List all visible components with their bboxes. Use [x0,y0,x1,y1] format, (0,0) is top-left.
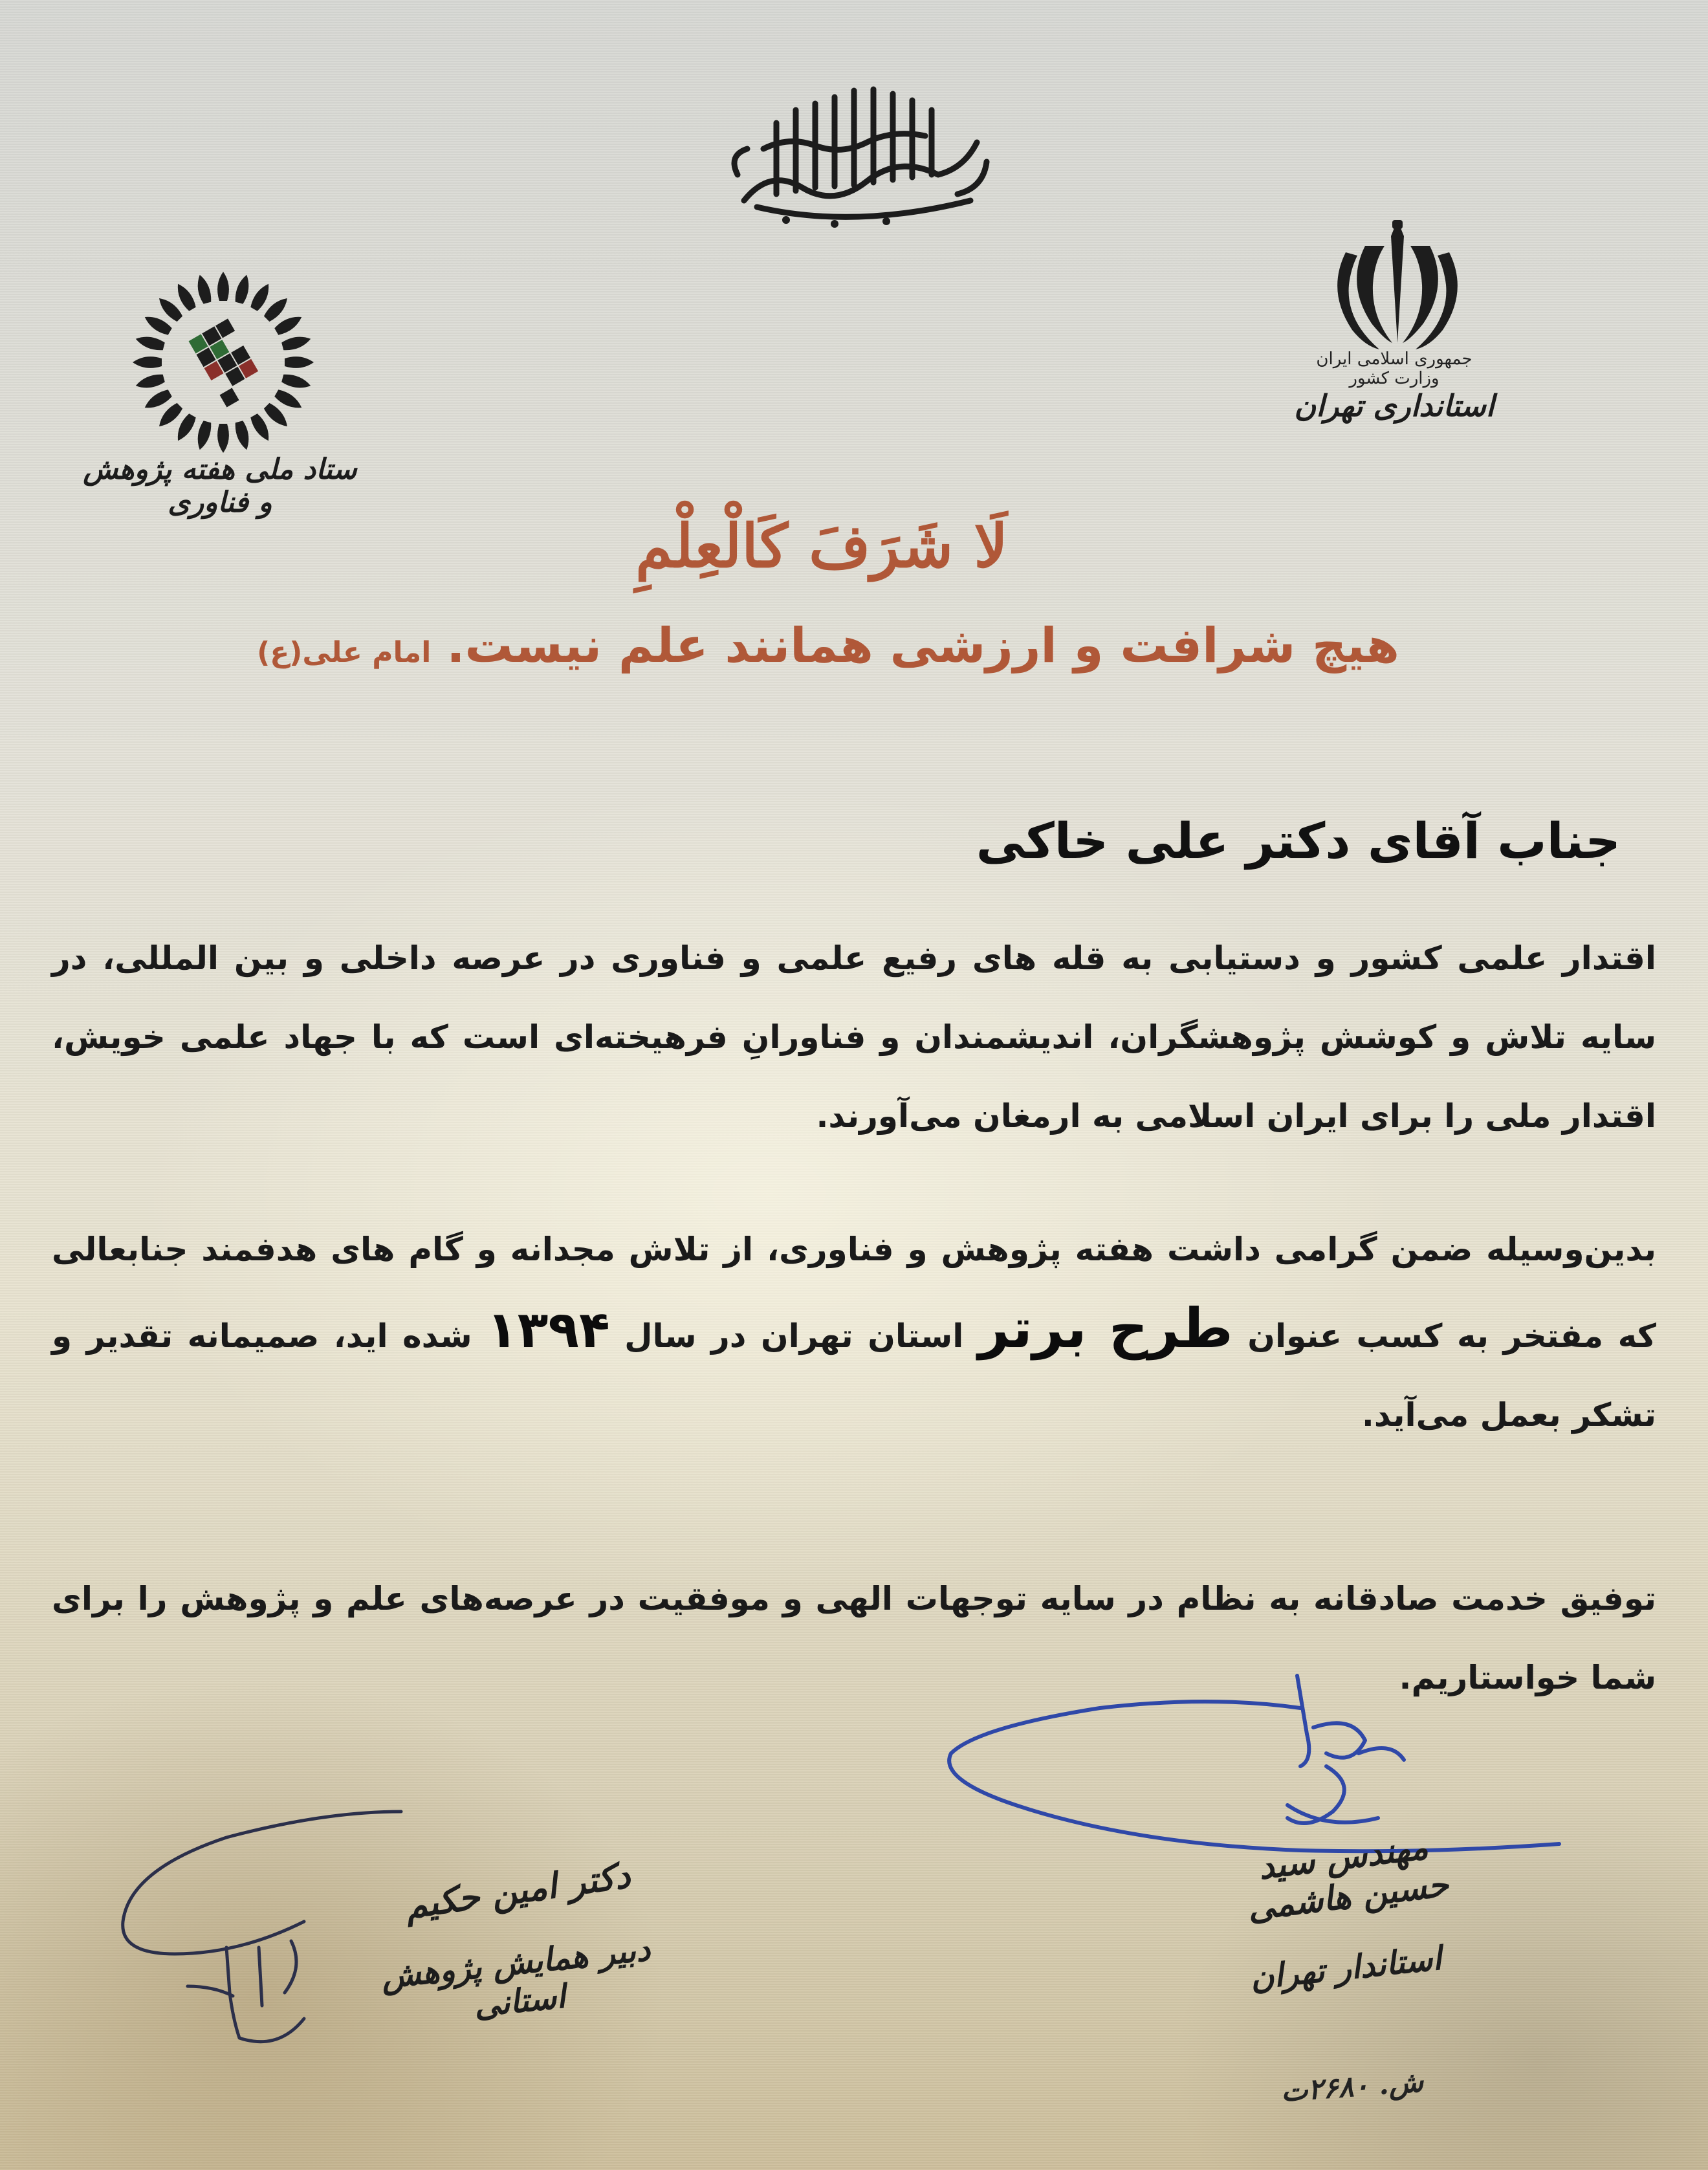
secretary-signer-block [379,1850,653,2057]
arabic-quote: لَا شَرَفَ کَالْعِلْمِ [635,511,1008,581]
secretary-title: دبیر همایش پژوهش استانی [379,1929,652,2025]
award-year: ۱۳۹۴ [487,1301,610,1359]
registration-number: ش. ۲۶۸۰ت [1280,2065,1425,2109]
iran-issuer-block [1287,349,1501,423]
research-week-issuer: ستاد ملی هفته پژوهش و فناوری [83,453,357,519]
governor-signer-block [1216,1827,1475,2032]
paragraph-3: توفیق خدمت صادقانه به نظام در سایه توجهات الهی و موفقیت در عرصه‌های علم و پژوهش را برای شما خواستاریم. [52,1580,1656,1696]
persian-quote-line [220,618,1436,702]
paragraph-2-part-1: بدین‌وسیله ضمن گرامی داشت هفته پژوهش و فناوری، از تلاش مجدانه و گام های هدفمند جنابعالی که مفتخر به کسب عنوان [52,1231,1656,1355]
issuer-ministry: وزارت کشور [1349,369,1440,388]
recipient-name: جناب آقای دکتر علی خاکی [976,812,1621,870]
paragraph-2 [52,1210,1656,1454]
persian-quote: هیچ شرافت و ارزشی همانند علم نیست. [446,618,1399,674]
award-title: طرح برتر [978,1297,1233,1360]
issuer-country: جمهوری اسلامی ایران [1316,349,1473,369]
issuer-office: استانداری تهران [1294,388,1494,423]
secretary-name: دکتر امین حکیم [402,1854,633,1927]
paragraph-1: اقتدار علمی کشور و دستیابی به قله های رفیع علمی و فناوری در عرصه داخلی و بین المللی، در سایه تلاش و کوشش پژوهشگران، اندیشمندان و فناورانِ فرهیخته‌ای است که با جهاد علمی خویش، اقتدار ملی را برای ایران اسلامی به ارمغان می‌آورند. [52,939,1656,1135]
iran-emblem-icon [1320,207,1475,356]
paragraph-2-part-3: شده اید، صمیمانه تقدیر و تشکر بعمل می‌آید. [52,1317,1656,1434]
research-week-emblem-icon [126,265,320,459]
bismillah-calligraphy [699,71,1009,233]
governor-title: استاندار تهران [1248,1938,1443,1997]
paragraph-2-part-2: استان تهران در سال [624,1317,964,1355]
quote-attribution: امام علی(ع) [257,636,432,669]
governor-name: مهندس سید حسین هاشمی [1245,1827,1451,1929]
